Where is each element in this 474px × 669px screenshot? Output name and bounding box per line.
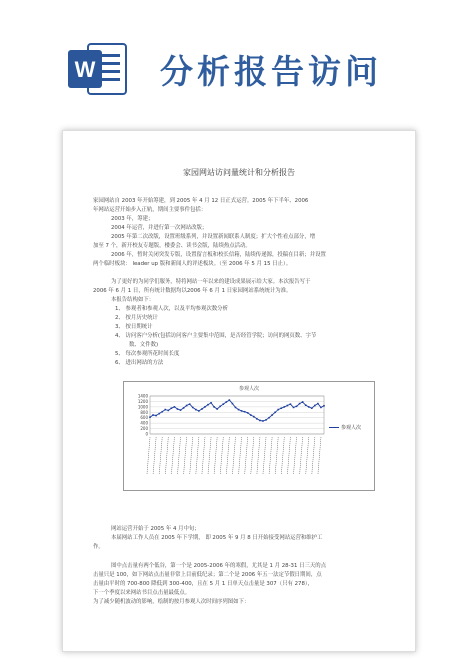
data-point [244,411,246,413]
data-point [293,407,295,409]
x-tick-mark [147,437,150,474]
x-tick-mark [269,437,272,474]
chart-legend [329,424,361,431]
data-point [287,405,289,407]
data-point [149,416,151,418]
data-point [247,412,249,414]
x-tick-mark [208,437,211,474]
data-point [302,401,304,403]
data-point [238,409,240,411]
chart [123,381,375,491]
x-tick-mark [220,437,223,474]
data-point [311,407,313,409]
paragraph-line: 作。 [93,544,104,550]
banner-title: 分析报告访问 [160,52,382,91]
y-tick-label: 400 [140,420,148,426]
paragraph-line: 本报告结构如下： [111,297,155,303]
data-point [210,402,212,404]
x-tick-mark [318,437,321,474]
x-tick-mark [251,437,254,474]
data-point [183,407,185,409]
list-item: 2、 按月历史统计 [115,315,158,321]
data-point [305,404,307,406]
paragraph-line: 击量由平时的 700-800 降低到 300-400，且在 5 月 1 日单天点击量是 307（只有 278）， [93,581,313,587]
chart-svg [124,382,374,490]
x-tick-mark [202,437,205,474]
x-tick-mark [281,437,284,474]
data-point [265,419,267,421]
x-tick-mark [306,437,309,474]
data-point [250,414,252,416]
paragraph-line: 击量只是 100，如下网站点击量非常上目前低纪录；第二个是 2006 年五一法定节假日期间，点 [93,572,322,578]
paragraph-line: 下一个季度以来网站书目点击量最低点。 [93,590,191,596]
x-tick-mark [312,437,315,474]
document-page [62,130,416,652]
paragraph-line: 2006 年 6 月 1 日，所有统计数据均以2006 年 6 月 1 日家园网站系统统计为准。 [93,288,292,294]
paragraph-line: 家园网站自 2003 年开始筹建，到 2005 年 4 月 12 日正式运营。2005 年下半年、2006 [93,198,309,204]
data-point [290,403,292,405]
x-tick-mark [159,437,162,474]
x-tick-mark [239,437,242,474]
y-tick-label: 200 [140,426,148,432]
word-icon [66,40,128,98]
x-tick-mark [300,437,303,474]
y-tick-label: 1400 [137,393,148,399]
paragraph-line: 2004 年运营，并进行第一次网站改版； [111,225,208,231]
data-point [268,417,270,419]
document-title: 家园网站访问量统计和分析报告 [183,168,295,177]
legend-swatch [329,427,339,428]
x-tick-mark [245,437,248,474]
data-point [192,407,194,409]
x-tick-mark [196,437,199,474]
data-point [174,406,176,408]
paragraph-line: 两个临时板块： leader up 版和新闻人的评述板块。（至 2006 年 5 月 15 日止）。 [93,261,292,267]
data-point [232,403,234,405]
data-point [155,415,157,417]
list-item: 4、 访问客户分析(包括访问客户主要集中范围，是否经管学院；访问的网页数、字节 [115,333,317,339]
data-point [296,406,298,408]
data-point [213,406,215,408]
list-item: 6、 进出网站的方法 [115,360,164,366]
y-tick-label: 800 [140,409,148,415]
paragraph-line: 网站运营开始于 2005 年 4 月中旬； [111,526,200,532]
plot-area [150,396,324,434]
data-point [158,413,160,415]
data-point [168,410,170,412]
paragraph-line: 2006 年，暂时关闭突发专版，设置留言板和校长信箱，陆续传递源，投稿在目新；并设置 [111,252,326,258]
data-point [320,407,322,409]
x-tick-mark [226,437,229,474]
data-point [177,408,179,410]
y-tick-label: 1200 [137,398,148,404]
paragraph-line: 图中点击量有两个低谷，第一个是 2005-2006 年的寒假，尤其是 1 月 28-31 日三天的点 [111,563,327,569]
paragraph-line: 2003 年，筹建； [111,216,154,222]
list-item: 1、 参观者和参观人次，以及平均参观次数分析 [115,306,228,312]
x-tick-mark [294,437,297,474]
x-tick-mark [287,437,290,474]
data-point [323,405,325,407]
data-point [241,410,243,412]
data-point [204,406,206,408]
data-point [259,420,261,422]
x-tick-mark [178,437,181,474]
data-point [152,414,154,416]
data-point [253,416,255,418]
data-point [201,408,203,410]
data-point [207,404,209,406]
x-tick-mark [232,437,235,474]
paragraph-line: 本届网站工作人员在 2005 年下学期， 即 2005 年 9 月 8 日开始接受网站运营和维护工 [111,535,323,541]
data-point [180,409,182,411]
data-point [226,401,228,403]
data-point [317,403,319,405]
data-point [235,407,237,409]
data-point [216,408,218,410]
data-point [271,414,273,416]
x-tick-mark [184,437,187,474]
list-item: 5、 每次参观所花时间长度 [115,351,180,357]
chart-title: 参观人次 [238,386,259,392]
data-point [262,420,264,422]
list-item: 数、文件数) [129,342,159,348]
x-tick-mark [153,437,156,474]
data-point [171,407,173,409]
paragraph-line: 2005 年第二次改版，设置班级系列，并设置新闻联系人制度；扩大个性看点部分，增 [111,234,316,240]
data-point [256,418,258,420]
x-tick-mark [190,437,193,474]
paragraph-line: 年网站运营开始步入正轨，期间主要事件包括： [93,207,207,213]
data-point [198,410,200,412]
data-point [189,403,191,405]
x-tick-mark [275,437,278,474]
data-point [308,406,310,408]
data-point [274,411,276,413]
data-point [161,411,163,413]
data-point [314,405,316,407]
legend-label: 参观人次 [341,425,362,431]
x-tick-mark [257,437,260,474]
data-point [280,407,282,409]
banner [0,0,474,118]
x-tick-mark [171,437,174,474]
y-tick-label: 0 [145,431,148,437]
x-tick-mark [214,437,217,474]
data-point [195,409,197,411]
data-point [222,403,224,405]
paragraph-line: 加至 7 个，新开校友专题版，楼委会、读书会版，陆续热点活动。 [93,243,251,249]
data-point [219,406,221,408]
data-point [284,406,286,408]
word-letter: W [74,57,96,82]
y-tick-label: 600 [140,415,148,421]
paragraph-line: 为了减少随机波动的影响，绘制的按月参观人次时间序列图如下： [93,599,250,605]
x-tick-mark [165,437,168,474]
data-point [299,403,301,405]
paragraph-line: 为了更好的为同学们服务，特将网站一年以来的建设成果展示给大家。本次报告写于 [111,279,311,285]
data-point [277,409,279,411]
y-tick-label: 1000 [137,404,148,410]
list-item: 3、 按日期统计 [115,324,153,330]
data-point [229,399,231,401]
data-point [186,405,188,407]
data-point [164,409,166,411]
x-tick-mark [263,437,266,474]
